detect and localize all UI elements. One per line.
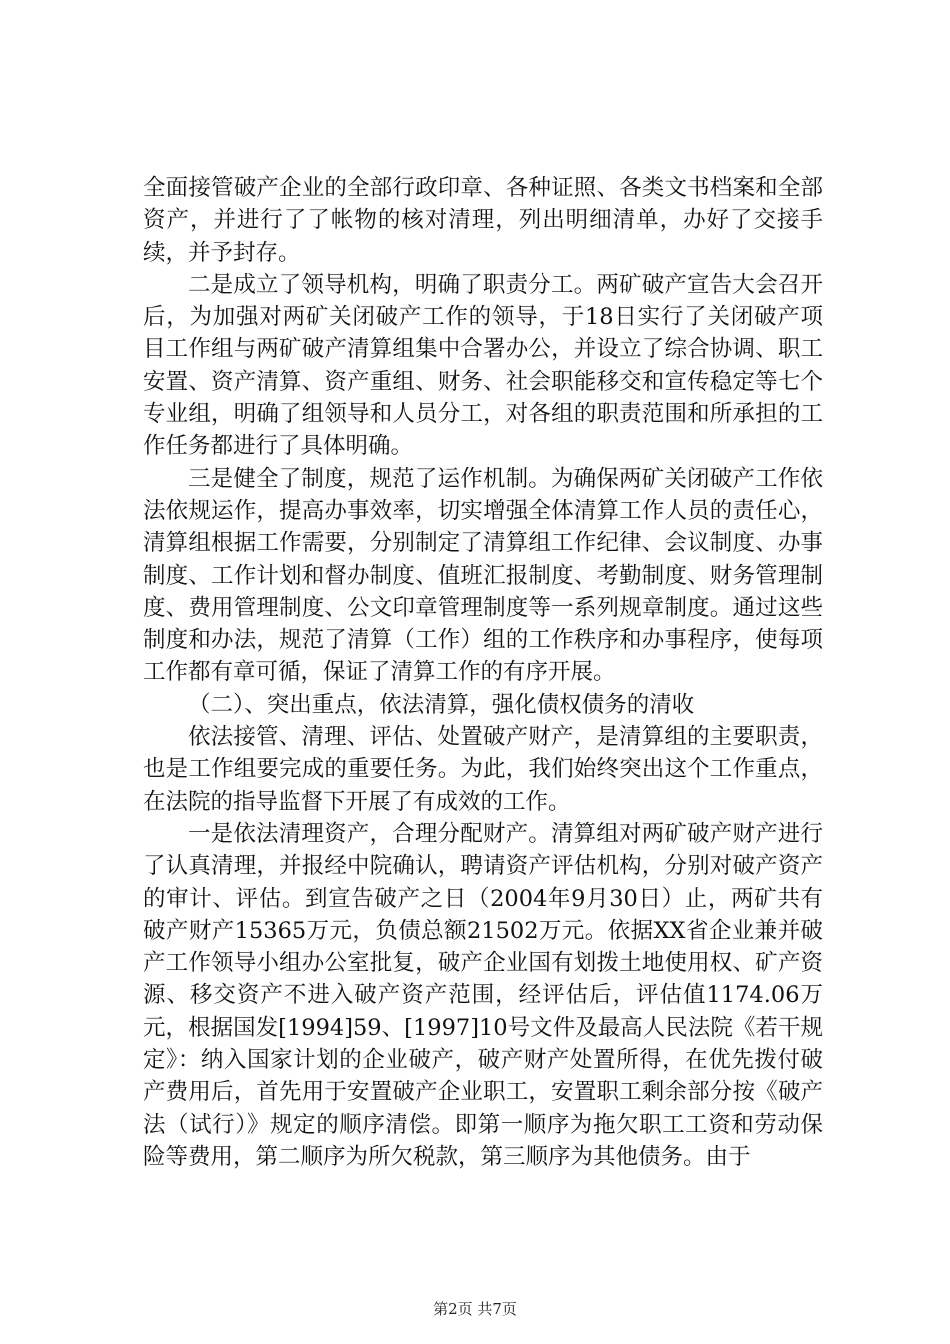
page-footer: 第2页 共7页 [433,1300,517,1318]
paragraph-continuation: 全面接管破产企业的全部行政印章、各种证照、各类文书档案和全部资产，并进行了了帐物的核对清理，列出明细清单，办好了交接手续，并予封存。 [143,175,823,266]
paragraph-assets: 一是依法清理资产，合理分配财产。清算组对两矿破产财产进行了认真清理，并报经中院确认，聘请资产评估机构，分别对破产资产的审计、评估。到宣告破产之日（2004年9月30日）止，两矿共有破产财产15365万元，负债总额21502万元。依据XX省企业兼并破产工作领导小组办公室批复，破产企业国有划拨土地使用权、矿产资源、移交资产不进入破产资产范围，经评估后，评估值1174.06万元，根据国发[1994]59、[1997]10号文件及最高人民法院《若干规定》：纳入国家计划的企业破产，破产财产处置所得，在优先拨付破产费用后，首先用于安置破产企业职工，安置职工剩余部分按《破产法（试行）》规定的顺序清偿。即第一顺序为拖欠职工工资和劳动保险等费用，第二顺序为所欠税款，第三顺序为其他债务。由于 [143,820,823,1170]
paragraph-rules: 三是健全了制度，规范了运作机制。为确保两矿关闭破产工作依法依规运作，提高办事效率，切实增强全体清算工作人员的责任心，清算组根据工作需要，分别制定了清算组工作纪律、会议制度、办事制度、工作计划和督办制度、值班汇报制度、考勤制度、财务管理制度、费用管理制度、公文印章管理制度等一系列规章制度。通过这些制度和办法，规范了清算（工作）组的工作秩序和办事程序，使每项工作都有章可循，保证了清算工作的有序开展。 [143,465,823,686]
document-body [143,172,823,1173]
paragraph-liquidation: 依法接管、清理、评估、处置破产财产，是清算组的主要职责，也是工作组要完成的重要任务。为此，我们始终突出这个工作重点，在法院的指导监督下开展了有成效的工作。 [143,724,823,815]
paragraph-leadership: 二是成立了领导机构，明确了职责分工。两矿破产宣告大会召开后，为加强对两矿关闭破产工作的领导，于18日实行了关闭破产项目工作组与两矿破产清算组集中合署办公，并设立了综合协调、职工安置、资产清算、资产重组、财务、社会职能移交和宣传稳定等七个专业组，明确了组领导和人员分工，对各组的职责范围和所承担的工作任务都进行了具体明确。 [143,271,823,460]
section-heading: （二）、突出重点，依法清算，强化债权债务的清收 [188,691,695,718]
